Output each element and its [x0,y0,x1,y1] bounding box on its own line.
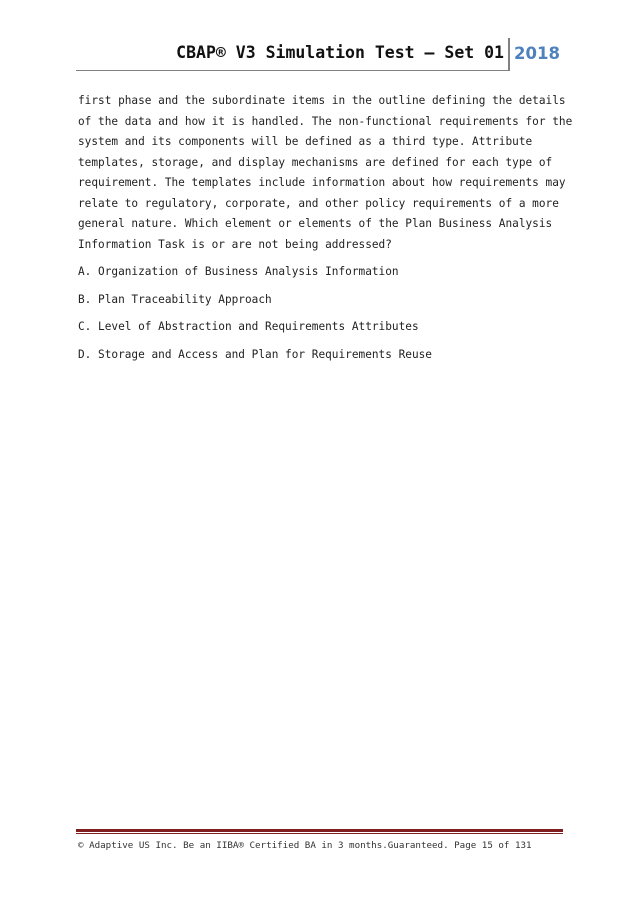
footer-rule-secondary [76,833,563,834]
question-line: system and its components will be defined as a third type. Attribute [78,135,533,148]
answer-option-b: B. Plan Traceability Approach [78,292,272,306]
question-line: requirement. The templates include information about how requirements may [78,176,566,189]
question-line: templates, storage, and display mechanisms are defined for each type of [78,155,553,169]
header-rule [76,70,508,71]
question-line: relate to regulatory, corporate, and other policy requirements of a more [78,196,559,210]
document-year: 2018 [514,44,560,63]
question-text [78,91,573,255]
answer-option-c: C. Level of Abstraction and Requirements Attributes [78,320,419,333]
page-header [76,36,566,73]
header-divider [508,38,510,71]
answer-option-a: A. Organization of Business Analysis Information [78,265,399,278]
answer-options [78,262,560,365]
question-line: of the data and how it is handled. The non-functional requirements for the [78,114,573,128]
document-title: CBAP® V3 Simulation Test – Set 01 [176,43,504,62]
page-footer: © Adaptive US Inc. Be an IIBA® Certified BA in 3 months.Guaranteed. Page 15 of 131 [78,840,532,851]
question-content [78,91,573,365]
question-line: Information Task is or are not being addressed? [78,237,392,251]
footer-rule [76,829,563,832]
question-line: general nature. Which element or elements of the Plan Business Analysis [78,217,553,230]
question-line: first phase and the subordinate items in the outline defining the details [78,94,566,107]
answer-option-d: D. Storage and Access and Plan for Requirements Reuse [78,347,432,361]
